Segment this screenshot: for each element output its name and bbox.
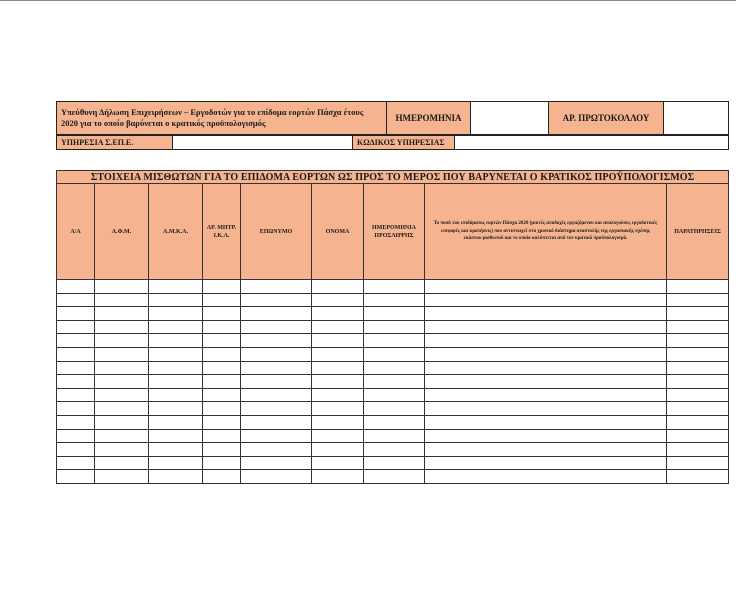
table-cell[interactable] — [312, 470, 364, 484]
table-cell[interactable] — [149, 307, 203, 321]
table-cell[interactable] — [149, 280, 203, 294]
table-row — [57, 334, 729, 348]
table-cell[interactable] — [312, 456, 364, 470]
table-cell[interactable] — [364, 415, 425, 429]
table-cell[interactable] — [241, 375, 312, 389]
table-cell[interactable] — [425, 429, 667, 443]
table-cell[interactable] — [57, 456, 95, 470]
table-cell[interactable] — [57, 334, 95, 348]
table-cell[interactable] — [312, 429, 364, 443]
table-row — [57, 347, 729, 361]
table-cell[interactable] — [241, 388, 312, 402]
table-cell[interactable] — [57, 320, 95, 334]
table-cell[interactable] — [241, 402, 312, 416]
table-cell[interactable] — [425, 361, 667, 375]
table-row — [57, 388, 729, 402]
table-cell[interactable] — [364, 307, 425, 321]
table-cell[interactable] — [241, 456, 312, 470]
table-row — [57, 307, 729, 321]
table-cell[interactable] — [203, 334, 241, 348]
table-cell[interactable] — [667, 361, 729, 375]
table-cell[interactable] — [667, 456, 729, 470]
table-cell[interactable] — [364, 443, 425, 457]
table-cell[interactable] — [241, 429, 312, 443]
table-cell[interactable] — [95, 361, 149, 375]
table-row — [57, 375, 729, 389]
table-cell[interactable] — [667, 429, 729, 443]
col-header-bonus-amount: Το ποσό του επιδόματος εορτών Πάσχα 2020 (μικτές αποδοχές εργαζόμενου και αναλογούσες εργοδοτικές εισφορές και κρατήσεις) που αντιστοιχεί στο χρονικό διάστημα αναστολής της εργασιακής σχέσης εκάστου μισθωτού και το οποίο καλύπτεται από τον κρατικό προϋπολογισμό. — [425, 184, 667, 280]
column-headers — [57, 184, 729, 280]
service-code-field[interactable] — [455, 136, 729, 150]
table-cell[interactable] — [667, 388, 729, 402]
table-cell[interactable] — [364, 375, 425, 389]
table-cell[interactable] — [95, 347, 149, 361]
col-header-remarks: ΠΑΡΑΤΗΡΗΣΕΙΣ — [667, 184, 729, 280]
table-cell[interactable] — [667, 293, 729, 307]
table-cell[interactable] — [312, 347, 364, 361]
table-cell[interactable] — [364, 320, 425, 334]
table-cell[interactable] — [425, 415, 667, 429]
date-field[interactable] — [471, 102, 549, 135]
table-cell[interactable] — [364, 361, 425, 375]
table-cell[interactable] — [425, 375, 667, 389]
table-cell[interactable] — [203, 361, 241, 375]
protocol-number-field[interactable] — [664, 102, 729, 135]
service-label: ΥΠΗΡΕΣΙΑ Σ.ΕΠ.Ε. — [57, 136, 173, 150]
table-cell[interactable] — [364, 334, 425, 348]
table-cell[interactable] — [95, 415, 149, 429]
table-cell[interactable] — [667, 415, 729, 429]
table-cell[interactable] — [241, 307, 312, 321]
table-cell[interactable] — [203, 415, 241, 429]
table-cell[interactable] — [95, 320, 149, 334]
table-cell[interactable] — [241, 320, 312, 334]
table-row — [57, 293, 729, 307]
table-cell[interactable] — [364, 280, 425, 294]
date-label: ΗΜΕΡΟΜΗΝΙΑ — [387, 102, 471, 135]
table-cell[interactable] — [203, 443, 241, 457]
col-header-surname: ΕΠΩΝΥΜΟ — [241, 184, 312, 280]
table-row — [57, 361, 729, 375]
table-cell[interactable] — [364, 429, 425, 443]
table-cell[interactable] — [57, 293, 95, 307]
col-header-hire-date: ΗΜΕΡΟΜΗΝΙΑ ΠΡΟΣΛΗΨΗΣ — [364, 184, 425, 280]
table-cell[interactable] — [95, 456, 149, 470]
table-cell[interactable] — [364, 456, 425, 470]
table-cell[interactable] — [95, 334, 149, 348]
table-cell[interactable] — [95, 280, 149, 294]
table-cell[interactable] — [149, 375, 203, 389]
table-cell[interactable] — [203, 402, 241, 416]
table-cell[interactable] — [425, 334, 667, 348]
table-cell[interactable] — [149, 334, 203, 348]
table-cell[interactable] — [203, 307, 241, 321]
table-cell[interactable] — [425, 293, 667, 307]
table-row — [57, 320, 729, 334]
table-cell[interactable] — [149, 347, 203, 361]
table-cell[interactable] — [57, 402, 95, 416]
table-cell[interactable] — [425, 320, 667, 334]
table-cell[interactable] — [149, 361, 203, 375]
table-cell[interactable] — [312, 443, 364, 457]
table-cell[interactable] — [203, 375, 241, 389]
table-row — [57, 456, 729, 470]
table-row — [57, 280, 729, 294]
table-cell[interactable] — [425, 470, 667, 484]
table-cell[interactable] — [95, 443, 149, 457]
table-cell[interactable] — [57, 415, 95, 429]
table-cell[interactable] — [312, 320, 364, 334]
table-cell[interactable] — [95, 402, 149, 416]
table-row — [57, 470, 729, 484]
table-cell[interactable] — [95, 293, 149, 307]
table-cell[interactable] — [95, 470, 149, 484]
declaration-title: Υπεύθυνη Δήλωση Επιχειρήσεων – Εργοδοτών για το επίδομα εορτών Πάσχα έτους 2020 για το οποίο βαρύνεται ο κρατικός προϋπολογισμός — [57, 102, 387, 135]
table-cell[interactable] — [425, 347, 667, 361]
table-cell[interactable] — [667, 375, 729, 389]
table-cell[interactable] — [425, 280, 667, 294]
table-cell[interactable] — [425, 456, 667, 470]
table-cell[interactable] — [312, 375, 364, 389]
table-cell[interactable] — [57, 347, 95, 361]
table-cell[interactable] — [425, 443, 667, 457]
table-cell[interactable] — [364, 388, 425, 402]
table-cell[interactable] — [241, 347, 312, 361]
table-row — [57, 443, 729, 457]
col-header-amka: Α.Μ.Κ.Α. — [149, 184, 203, 280]
table-cell[interactable] — [203, 347, 241, 361]
table-cell[interactable] — [364, 470, 425, 484]
table-cell[interactable] — [57, 361, 95, 375]
table-cell[interactable] — [667, 334, 729, 348]
table-cell[interactable] — [241, 293, 312, 307]
table-cell[interactable] — [57, 388, 95, 402]
table-cell[interactable] — [241, 415, 312, 429]
table-cell[interactable] — [95, 375, 149, 389]
table-cell[interactable] — [667, 280, 729, 294]
col-header-name: ΟΝΟΜΑ — [312, 184, 364, 280]
table-cell[interactable] — [57, 443, 95, 457]
table-cell[interactable] — [57, 280, 95, 294]
table-cell[interactable] — [149, 293, 203, 307]
table-cell[interactable] — [667, 307, 729, 321]
table-cell[interactable] — [203, 280, 241, 294]
col-header-aa: Α/Α — [57, 184, 95, 280]
table-cell[interactable] — [149, 429, 203, 443]
table-cell[interactable] — [149, 388, 203, 402]
table-cell[interactable] — [312, 388, 364, 402]
table-cell[interactable] — [149, 443, 203, 457]
table-cell[interactable] — [149, 470, 203, 484]
table-cell[interactable] — [149, 415, 203, 429]
table-row — [57, 429, 729, 443]
table-cell[interactable] — [667, 347, 729, 361]
table-cell[interactable] — [203, 470, 241, 484]
table-cell[interactable] — [425, 388, 667, 402]
table-cell[interactable] — [364, 402, 425, 416]
table-cell[interactable] — [203, 429, 241, 443]
table-cell[interactable] — [203, 388, 241, 402]
table-cell[interactable] — [667, 402, 729, 416]
declaration-header — [56, 101, 729, 135]
table-cell[interactable] — [57, 470, 95, 484]
table-row — [57, 415, 729, 429]
table-cell[interactable] — [149, 456, 203, 470]
table-cell[interactable] — [667, 470, 729, 484]
table-cell[interactable] — [667, 320, 729, 334]
service-field[interactable] — [173, 136, 353, 150]
col-header-afm: Α.Φ.Μ. — [95, 184, 149, 280]
table-cell[interactable] — [312, 415, 364, 429]
table-cell[interactable] — [95, 388, 149, 402]
table-cell[interactable] — [312, 280, 364, 294]
table-cell[interactable] — [425, 307, 667, 321]
table-cell[interactable] — [364, 293, 425, 307]
table-cell[interactable] — [203, 320, 241, 334]
table-cell[interactable] — [312, 307, 364, 321]
table-cell[interactable] — [203, 456, 241, 470]
table-cell[interactable] — [241, 334, 312, 348]
service-row — [56, 135, 729, 150]
table-cell[interactable] — [425, 402, 667, 416]
table-cell[interactable] — [241, 280, 312, 294]
table-cell[interactable] — [667, 443, 729, 457]
table-cell[interactable] — [203, 293, 241, 307]
table-cell[interactable] — [241, 361, 312, 375]
table-cell[interactable] — [57, 307, 95, 321]
table-cell[interactable] — [57, 375, 95, 389]
table-cell[interactable] — [149, 402, 203, 416]
table-cell[interactable] — [95, 307, 149, 321]
col-header-ika-registry: ΑΡ. ΜΗΤΡ. Ι.Κ.Α. — [203, 184, 241, 280]
table-cell[interactable] — [57, 429, 95, 443]
section-title: ΣΤΟΙΧΕΙΑ ΜΙΣΘΩΤΩΝ ΓΙΑ ΤΟ ΕΠΙΔΟΜΑ ΕΟΡΤΩΝ ΩΣ ΠΡΟΣ ΤΟ ΜΕΡΟΣ ΠΟΥ ΒΑΡΥΝΕΤΑΙ Ο ΚΡΑΤΙΚΟΣ ΠΡΟΫΠΟΛΟΓΙΣΜΟΣ — [57, 171, 729, 184]
table-cell[interactable] — [312, 293, 364, 307]
table-cell[interactable] — [149, 320, 203, 334]
table-cell[interactable] — [95, 429, 149, 443]
table-row — [57, 402, 729, 416]
table-cell[interactable] — [312, 334, 364, 348]
service-code-label: ΚΩΔΙΚΟΣ ΥΠΗΡΕΣΙΑΣ — [353, 136, 455, 150]
employees-table — [56, 170, 729, 484]
table-cell[interactable] — [241, 470, 312, 484]
table-cell[interactable] — [241, 443, 312, 457]
protocol-number-label: ΑΡ. ΠΡΩΤΟΚΟΛΛΟΥ — [549, 102, 664, 135]
table-cell[interactable] — [312, 402, 364, 416]
table-cell[interactable] — [312, 361, 364, 375]
table-cell[interactable] — [364, 347, 425, 361]
top-border-line — [0, 0, 736, 1]
